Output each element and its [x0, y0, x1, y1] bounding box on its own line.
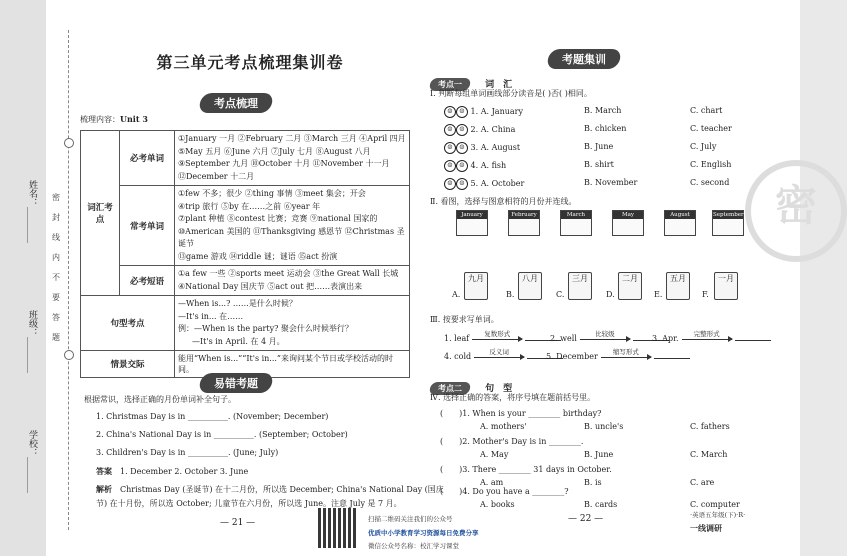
q4-question: ( )3. There ________ 31 days in October. [440, 465, 612, 474]
phrases-cell [175, 266, 410, 296]
q1-title: Ⅰ. 判断每组单词画线部分读音是( )否( )相同。 [430, 89, 592, 98]
word-line: ①January 一月 ②February 二月 ③March 三月 ④April 四月 [178, 134, 406, 143]
month-flag: 一月 [714, 272, 738, 300]
easy-item: 1. Christmas Day is in __________. (November; December) [96, 412, 329, 421]
month-flag: 二月 [618, 272, 642, 300]
scene-label: 情景交际 [81, 351, 175, 378]
seal-char: 线 [52, 233, 60, 242]
calendar-picture: January [456, 210, 488, 236]
sentence-header: 句型考点 [81, 296, 175, 351]
footer-brand: 一线调研 [690, 523, 722, 533]
calendar-picture: May [612, 210, 644, 236]
q1-row: ☺ ☹ 3. A. August [444, 142, 520, 154]
q1-row: ☺ ☹ 2. A. China [444, 124, 515, 136]
q2-choice-label: F. [702, 290, 709, 299]
footer-line1: 优质中小学教育学习资源每日免费分享 [368, 529, 479, 537]
q1-choice-c: C. teacher [690, 124, 732, 133]
qr-code-icon [318, 508, 358, 548]
tag-vocab: 考点一 词 汇 [430, 72, 512, 91]
word-line: ④trip 旅行 ⑤by 在……之前 ⑥year 年 [178, 201, 321, 211]
q3-title: Ⅲ. 按要求写单词。 [430, 315, 499, 324]
tag-sentence: 考点二 句 型 [430, 376, 512, 395]
q2-choice-label: A. [452, 290, 461, 299]
q4-option: C. fathers [690, 422, 730, 431]
sad-face-icon: ☹ [456, 178, 468, 190]
q3-item: 1. leaf 复数形式 [444, 332, 561, 343]
q1-choice-c: C. July [690, 142, 717, 151]
seal-line [68, 30, 69, 530]
month-flag: 九月 [464, 272, 488, 300]
month-flag: 三月 [568, 272, 592, 300]
seal-char: 内 [52, 253, 60, 262]
vocab-header: 词汇考点 [81, 131, 120, 296]
school-field: 学校：________ [27, 430, 37, 493]
q1-choice-b: B. November [584, 178, 638, 187]
class-field: 班级：________ [27, 310, 37, 373]
q4-option: A. books [480, 500, 515, 509]
calendar-picture: August [664, 210, 696, 236]
page-title: 第三单元考点梳理集训卷 [156, 53, 344, 72]
seal-char: 不 [52, 273, 60, 282]
word-line: ⑦plant 种植 ⑧contest 比赛；竞赛 ⑨national 国家的 [178, 214, 378, 223]
review-table [80, 130, 410, 378]
smile-face-icon: ☺ [444, 142, 456, 154]
month-flag: 五月 [666, 272, 690, 300]
watermark-stamp: 密 [745, 160, 847, 262]
seal-char: 题 [52, 333, 60, 342]
q4-option: B. June [584, 450, 614, 459]
q1-choice-b: B. June [584, 142, 614, 151]
q3-item: 4. cold 反义词 [444, 350, 563, 361]
sentence-line: —It's in April. 在 4 月。 [192, 336, 285, 346]
q2-choice-label: E. [654, 290, 663, 299]
sad-face-icon: ☹ [456, 160, 468, 172]
right-banner: 考题集训 [548, 48, 620, 69]
sad-face-icon: ☹ [456, 124, 468, 136]
q4-option: B. cards [584, 500, 618, 509]
q4-option: C. March [690, 450, 728, 459]
smile-face-icon: ☺ [444, 124, 456, 136]
word-line: ①few 不多；很少 ②thing 事情 ③meet 集会；开会 [178, 189, 366, 198]
q4-option: A. May [480, 450, 509, 459]
must-words-cell [175, 131, 410, 186]
phrases-label: 必考短语 [120, 266, 175, 296]
q2-choice-label: C. [556, 290, 565, 299]
easy-item: 2. China's National Day is in __________. (September; October) [96, 430, 348, 439]
phrase-line: ④National Day 国庆节 ⑤act out 把……表演出来 [178, 281, 363, 291]
seal-char: 封 [52, 213, 60, 222]
word-line: ⑨September 九月 ⑩October 十月 ⑪November 十一月 [178, 159, 390, 168]
q1-choice-c: C. English [690, 160, 732, 169]
q1-choice-b: B. shirt [584, 160, 614, 169]
page-number-left: — 21 — [220, 518, 256, 528]
sad-face-icon: ☹ [456, 142, 468, 154]
q2-choice-label: B. [506, 290, 515, 299]
word-line: ⑩American 美国的 ⑪Thanksgiving 感恩节 ⑫Christmas 圣诞节 [178, 226, 405, 248]
smile-face-icon: ☺ [444, 106, 456, 118]
footer-scan: 扫描二维码关注我们的公众号 [368, 515, 453, 523]
scene-text: 能用“When is...”“It's in...”来询问某个节日或学校活动的时间。 [175, 351, 410, 378]
q4-option: A. am [480, 478, 504, 487]
q1-row: ☺ ☹ 1. A. January [444, 106, 523, 118]
q2-title: Ⅱ. 看图，选择与图意相符的月份并连线。 [430, 197, 577, 206]
footer-line2: 微信公众号名称：校汇学习课堂 [368, 542, 459, 550]
smile-face-icon: ☺ [444, 160, 456, 172]
phrase-line: ①a few 一些 ②sports meet 运动会 ③the Great Wall 长城 [178, 269, 399, 278]
q4-question: ( )2. Mother's Day is in ________. [440, 437, 584, 446]
seal-char: 密 [52, 193, 60, 202]
q2-choice-label: D. [606, 290, 615, 299]
footer-grade: ·英语五年级(下)·R· [690, 511, 746, 519]
month-flag: 八月 [518, 272, 542, 300]
q1-choice-b: B. March [584, 106, 622, 115]
q4-title: Ⅳ. 选择正确的答案，将序号填在题前括号里。 [430, 393, 596, 402]
easy-banner: 易错考题 [200, 372, 272, 393]
sentence-line: —It's in... 在…… [178, 311, 244, 321]
name-field: 姓名：________ [27, 180, 37, 243]
q1-choice-b: B. chicken [584, 124, 627, 133]
sentence-line: —When is...? ……是什么时候？ [178, 299, 297, 308]
q1-row: ☺ ☹ 4. A. fish [444, 160, 506, 172]
easy-item: 3. Children's Day is in __________. (June; July) [96, 448, 279, 457]
sentence-line: 例：—When is the party? 聚会什么时候举行？ [178, 324, 353, 333]
easy-instructions: 根据常识，选择正确的月份单词补全句子。 [84, 395, 236, 404]
q4-option: B. uncle's [584, 422, 624, 431]
calendar-picture: February [508, 210, 540, 236]
seal-char: 答 [52, 313, 60, 322]
common-words-cell [175, 186, 410, 266]
word-line: ⑬game 游戏 ⑭riddle 谜；谜语 ⑮act 扮演 [178, 251, 338, 261]
answer-line: 答案 1. December 2. October 3. June [96, 466, 249, 476]
q4-question: ( )4. Do you have a ________? [440, 487, 569, 496]
q3-item: 5. December 缩写形式 [546, 350, 690, 361]
analysis-line: 解析 Christmas Day (圣诞节) 在十二月份，所以选 December; China's National Day (国庆 [96, 484, 444, 494]
q4-option: C. are [690, 478, 715, 487]
q3-item: 3. Apr. 完整形式 [652, 332, 771, 343]
q1-choice-c: C. chart [690, 106, 723, 115]
q4-option: C. computer [690, 500, 740, 509]
common-words-label: 常考单词 [120, 186, 175, 266]
page-number-right: — 22 — [568, 514, 604, 524]
binding-strip [0, 0, 46, 556]
sad-face-icon: ☹ [456, 106, 468, 118]
smile-face-icon: ☺ [444, 178, 456, 190]
sentences-cell [175, 296, 410, 351]
binding-hole [64, 350, 74, 360]
kp-banner: 考点梳理 [200, 92, 272, 113]
q4-option: A. mothers' [480, 422, 527, 431]
calendar-picture: September [712, 210, 744, 236]
scope-line: 梳理内容：Unit 3 [80, 114, 148, 124]
q1-choice-c: C. second [690, 178, 730, 187]
q1-row: ☺ ☹ 5. A. October [444, 178, 524, 190]
q4-question: ( )1. When is your ________ birthday? [440, 409, 602, 418]
calendar-picture: March [560, 210, 592, 236]
q4-option: B. is [584, 478, 602, 487]
word-line: ⑫December 十二月 [178, 171, 255, 181]
seal-char: 要 [52, 293, 60, 302]
q3-item: 2. well 比较级 [550, 332, 669, 343]
word-line: ⑤May 五月 ⑥June 六月 ⑦July 七月 ⑧August 八月 [178, 146, 371, 156]
analysis-line: 节) 在十月份，所以选 October; 儿童节在六月份，所以选 June。注意 July 是 7 月。 [96, 499, 402, 508]
binding-hole [64, 138, 74, 148]
must-words-label: 必考单词 [120, 131, 175, 186]
